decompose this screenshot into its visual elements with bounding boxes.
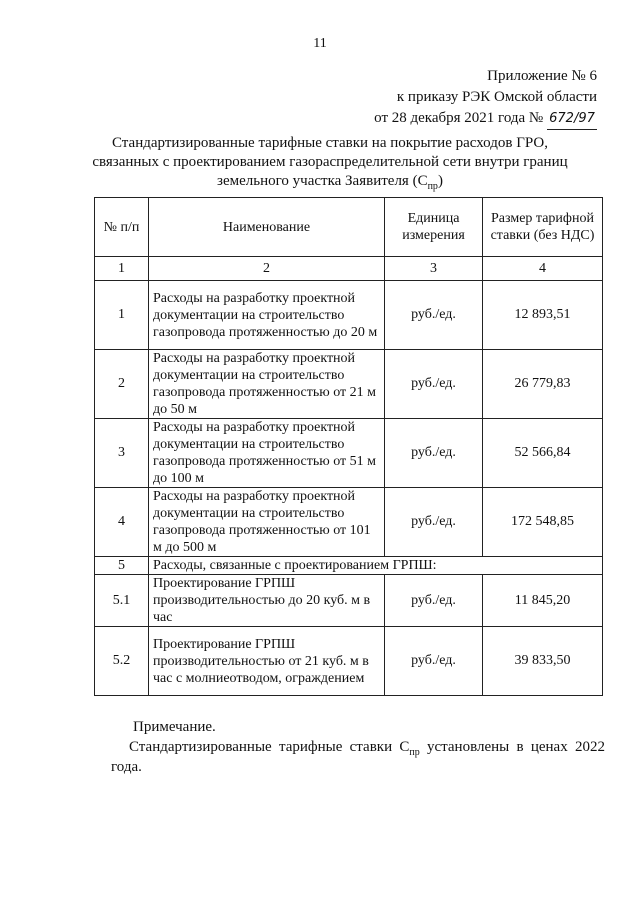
row-name: Расходы на разработку проектной документации на строительство газопровода протяженностью до 20 м — [149, 281, 385, 350]
note-subscript: пр — [409, 747, 420, 758]
title-line-2: связанных с проектированием газораспределительной сети внутри границ — [92, 154, 568, 170]
row-unit: руб./ед. — [385, 281, 483, 350]
appendix-header — [374, 66, 597, 130]
title-line-3-end: ) — [437, 173, 443, 189]
title-line-3 — [90, 172, 570, 191]
title-line-3-text: земельного участка Заявителя (С — [217, 173, 428, 189]
row-rate: 12 893,51 — [483, 281, 603, 350]
column-index: 4 — [483, 257, 603, 281]
row-num: 5.2 — [95, 627, 149, 696]
row-unit: руб./ед. — [385, 627, 483, 696]
row-name: Расходы на разработку проектной документации на строительство газопровода протяженностью от 101 м до 500 м — [149, 488, 385, 557]
header-name: Наименование — [149, 198, 385, 257]
row-rate: 52 566,84 — [483, 419, 603, 488]
header-unit: Единица измерения — [385, 198, 483, 257]
table-row — [95, 575, 603, 627]
section-row — [95, 557, 603, 575]
row-unit: руб./ед. — [385, 488, 483, 557]
row-num: 3 — [95, 419, 149, 488]
table-row — [95, 627, 603, 696]
row-name: Расходы на разработку проектной документации на строительство газопровода протяженностью от 51 м до 100 м — [149, 419, 385, 488]
table-row — [95, 281, 603, 350]
table-header-row — [95, 198, 603, 257]
row-name: Проектирование ГРПШ производительностью от 21 куб. м в час с молниеотводом, ограждением — [149, 627, 385, 696]
page-number: 11 — [313, 36, 327, 51]
note-text-start: Стандартизированные тарифные ставки С — [129, 739, 410, 755]
column-index-row — [95, 257, 603, 281]
appendix-line-3 — [374, 108, 597, 130]
column-index: 3 — [385, 257, 483, 281]
column-index: 2 — [149, 257, 385, 281]
order-number: 672/97 — [547, 108, 597, 130]
title-subscript: пр — [427, 181, 438, 192]
document-title — [90, 134, 570, 191]
row-unit: руб./ед. — [385, 419, 483, 488]
appendix-line-2: к приказу РЭК Омской области — [396, 89, 597, 105]
row-name: Расходы на разработку проектной документации на строительство газопровода протяженностью от 21 м до 50 м — [149, 350, 385, 419]
note-label: Примечание. — [133, 719, 216, 735]
table-row — [95, 488, 603, 557]
header-num: № п/п — [95, 198, 149, 257]
row-rate: 26 779,83 — [483, 350, 603, 419]
tariff-table — [94, 197, 603, 696]
table-row — [95, 419, 603, 488]
row-rate: 39 833,50 — [483, 627, 603, 696]
note-text-end: установлены в ценах 2022 года. — [111, 739, 605, 775]
row-rate: 11 845,20 — [483, 575, 603, 627]
table-row — [95, 350, 603, 419]
row-unit: руб./ед. — [385, 350, 483, 419]
section-num: 5 — [95, 557, 149, 575]
appendix-line-1: Приложение № 6 — [487, 68, 597, 84]
row-num: 5.1 — [95, 575, 149, 627]
row-num: 4 — [95, 488, 149, 557]
row-rate: 172 548,85 — [483, 488, 603, 557]
header-rate: Размер тарифной ставки (без НДС) — [483, 198, 603, 257]
row-num: 2 — [95, 350, 149, 419]
title-line-1: Стандартизированные тарифные ставки на покрытие расходов ГРО, — [112, 135, 548, 151]
note-text — [111, 737, 605, 777]
appendix-date: от 28 декабря 2021 года № — [374, 110, 544, 126]
section-name: Расходы, связанные с проектированием ГРПШ: — [149, 557, 603, 575]
note-block — [111, 717, 605, 777]
row-num: 1 — [95, 281, 149, 350]
column-index: 1 — [95, 257, 149, 281]
row-name: Проектирование ГРПШ производительностью до 20 куб. м в час — [149, 575, 385, 627]
row-unit: руб./ед. — [385, 575, 483, 627]
